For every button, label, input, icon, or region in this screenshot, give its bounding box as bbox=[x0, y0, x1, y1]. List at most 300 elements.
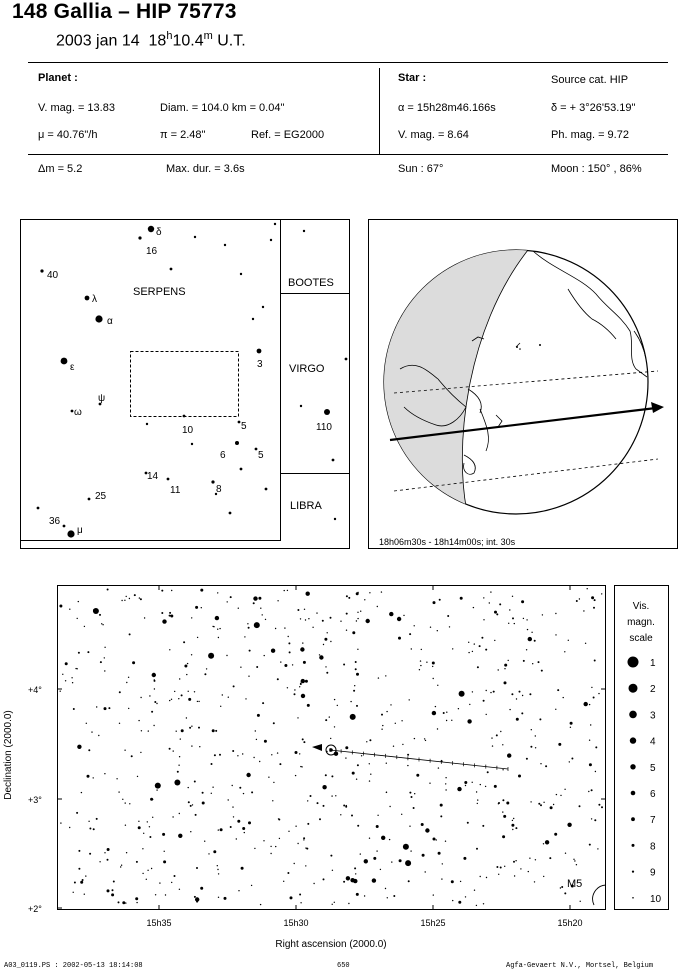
legend-magnitude: 7 bbox=[650, 815, 656, 827]
field-star bbox=[275, 628, 276, 629]
field-star bbox=[325, 719, 327, 721]
field-star bbox=[324, 638, 327, 641]
dec-tick-label: +4° bbox=[28, 685, 42, 695]
field-star bbox=[433, 601, 436, 604]
field-star bbox=[330, 617, 332, 619]
field-star bbox=[240, 667, 241, 668]
field-star bbox=[356, 592, 359, 595]
field-star bbox=[356, 779, 357, 780]
field-star bbox=[420, 665, 421, 666]
field-star bbox=[202, 802, 205, 805]
field-star bbox=[242, 827, 245, 830]
field-star bbox=[467, 822, 469, 824]
field-star bbox=[89, 853, 91, 855]
field-star bbox=[323, 878, 325, 880]
field-star bbox=[178, 765, 179, 766]
field-star bbox=[118, 791, 119, 792]
field-star bbox=[323, 805, 325, 807]
field-star bbox=[591, 789, 593, 791]
constellation-libra: LIBRA bbox=[290, 500, 322, 512]
star-label: 10 bbox=[182, 425, 194, 436]
field-star bbox=[129, 598, 130, 599]
field-star bbox=[589, 844, 591, 846]
field-star bbox=[129, 633, 131, 635]
field-star bbox=[391, 861, 392, 862]
field-star bbox=[319, 655, 323, 659]
field-star bbox=[350, 878, 354, 882]
ra-tick-label: 15h20 bbox=[557, 918, 583, 928]
field-star bbox=[543, 843, 544, 844]
field-star bbox=[77, 618, 78, 619]
field-star bbox=[146, 879, 147, 880]
field-star bbox=[601, 806, 603, 808]
field-star bbox=[96, 818, 98, 820]
field-star bbox=[438, 767, 439, 768]
planet-heading: Planet : bbox=[38, 72, 78, 84]
field-star bbox=[326, 672, 328, 674]
constellation-serpens: SERPENS bbox=[133, 286, 186, 298]
field-star bbox=[481, 637, 483, 639]
finder-constellation-labels bbox=[133, 277, 334, 512]
field-star bbox=[262, 614, 263, 615]
field-star bbox=[543, 876, 544, 877]
asteroid-time-ticks bbox=[330, 748, 508, 771]
field-star bbox=[238, 608, 239, 609]
field-star bbox=[348, 597, 350, 599]
field-star bbox=[204, 673, 206, 675]
field-star bbox=[169, 649, 170, 650]
field-star bbox=[541, 670, 543, 672]
field-star bbox=[279, 763, 281, 765]
field-star bbox=[316, 612, 317, 613]
planet-vmag: V. mag. = 13.83 bbox=[38, 102, 115, 114]
field-star bbox=[502, 799, 504, 801]
field-star bbox=[179, 756, 180, 757]
field-star bbox=[99, 614, 101, 616]
field-star bbox=[301, 679, 305, 683]
field-star bbox=[340, 814, 341, 815]
field-star bbox=[355, 873, 356, 874]
star-label: ε bbox=[70, 362, 75, 373]
star-label: δ bbox=[156, 227, 162, 238]
field-star bbox=[397, 617, 401, 621]
star-label: 14 bbox=[147, 471, 159, 482]
field-star bbox=[212, 729, 215, 732]
field-star bbox=[218, 873, 219, 874]
max-duration: Max. dur. = 3.6s bbox=[166, 163, 245, 175]
field-star bbox=[522, 695, 523, 696]
field-star bbox=[530, 746, 532, 748]
field-star bbox=[248, 676, 249, 677]
field-star bbox=[162, 833, 165, 836]
field-star bbox=[445, 841, 446, 842]
field-star bbox=[445, 789, 446, 790]
field-star bbox=[93, 828, 95, 830]
field-star bbox=[504, 664, 507, 667]
svg-text:Vis.: Vis. bbox=[632, 601, 650, 612]
field-star bbox=[390, 704, 391, 705]
field-star bbox=[307, 704, 310, 707]
field-star bbox=[162, 619, 166, 623]
planet-parallax: π = 2.48" bbox=[160, 129, 206, 141]
dec-tick-labels bbox=[28, 685, 42, 914]
field-star bbox=[284, 627, 285, 628]
field-star bbox=[107, 889, 110, 892]
field-star bbox=[569, 761, 570, 762]
field-star bbox=[191, 726, 192, 727]
field-star bbox=[573, 859, 574, 860]
field-star bbox=[212, 787, 213, 788]
field-star bbox=[345, 757, 346, 758]
field-star bbox=[550, 806, 553, 809]
field-star bbox=[486, 714, 487, 715]
field-star bbox=[465, 785, 466, 786]
svg-text:scale: scale bbox=[629, 633, 653, 644]
field-star bbox=[104, 647, 105, 648]
field-star bbox=[350, 714, 356, 720]
field-star bbox=[531, 729, 532, 730]
field-star bbox=[239, 787, 241, 789]
footer-file: A03_0119.PS : 2002-05-13 18:14:08 bbox=[4, 962, 143, 970]
star-label: 110 bbox=[316, 422, 332, 433]
field-star bbox=[197, 637, 198, 638]
field-star bbox=[192, 804, 193, 805]
field-star bbox=[402, 744, 403, 745]
field-star bbox=[323, 644, 324, 645]
finder-chart bbox=[20, 219, 351, 550]
field-star bbox=[280, 661, 281, 662]
field-star bbox=[144, 617, 145, 618]
star-map-frame bbox=[58, 586, 606, 910]
field-star bbox=[256, 739, 257, 740]
field-star bbox=[148, 730, 149, 731]
field-star bbox=[78, 850, 80, 852]
field-star bbox=[149, 836, 151, 838]
field-star bbox=[195, 606, 198, 609]
legend-rows bbox=[628, 657, 662, 905]
field-star bbox=[325, 666, 326, 667]
field-star bbox=[171, 590, 172, 591]
svg-text:magn.: magn. bbox=[627, 617, 655, 628]
field-star bbox=[169, 700, 170, 701]
field-star bbox=[445, 783, 446, 784]
field-star bbox=[104, 852, 105, 853]
field-star bbox=[211, 793, 212, 794]
asteroid-direction-arrowhead bbox=[312, 744, 322, 751]
field-star bbox=[73, 708, 75, 710]
field-star bbox=[327, 632, 328, 633]
field-star bbox=[190, 831, 191, 832]
legend-star bbox=[629, 684, 638, 693]
field-star bbox=[389, 839, 390, 840]
field-star bbox=[107, 848, 110, 851]
sun-elongation: Sun : 67° bbox=[398, 163, 444, 175]
constellation-virgo: VIRGO bbox=[289, 363, 325, 375]
field-star bbox=[357, 612, 358, 613]
field-star bbox=[294, 863, 295, 864]
field-star bbox=[270, 846, 271, 847]
field-star bbox=[502, 744, 503, 745]
field-star bbox=[426, 662, 427, 663]
field-star bbox=[215, 616, 219, 620]
field-star bbox=[433, 838, 436, 841]
legend-magnitude: 2 bbox=[650, 684, 656, 696]
finder-field-box bbox=[131, 352, 239, 417]
field-star bbox=[134, 594, 136, 596]
field-star bbox=[579, 598, 580, 599]
field-star bbox=[452, 900, 453, 901]
star-label: ω bbox=[74, 407, 82, 418]
planet-reference: Ref. = EG2000 bbox=[251, 129, 325, 141]
field-star bbox=[228, 697, 229, 698]
field-star bbox=[88, 821, 89, 822]
field-star bbox=[472, 691, 473, 692]
field-star bbox=[594, 660, 596, 662]
field-star bbox=[500, 731, 501, 732]
field-star bbox=[171, 882, 172, 883]
field-star bbox=[135, 897, 138, 900]
field-star bbox=[331, 795, 332, 796]
field-star bbox=[219, 754, 221, 756]
field-star bbox=[244, 832, 245, 833]
field-star bbox=[493, 691, 495, 693]
field-star bbox=[152, 673, 156, 677]
planet-motion: μ = 40.76"/h bbox=[38, 129, 98, 141]
field-star bbox=[248, 627, 250, 629]
field-star bbox=[78, 868, 80, 870]
field-star bbox=[346, 805, 347, 806]
field-star bbox=[119, 691, 121, 693]
field-star bbox=[84, 894, 85, 895]
field-star bbox=[198, 727, 200, 729]
field-star bbox=[477, 803, 478, 804]
field-star bbox=[88, 749, 90, 751]
field-star bbox=[385, 888, 386, 889]
field-star bbox=[202, 792, 204, 794]
field-star bbox=[125, 825, 126, 826]
field-star bbox=[191, 654, 192, 655]
field-star bbox=[543, 802, 544, 803]
field-star bbox=[174, 691, 175, 692]
field-star bbox=[122, 901, 125, 904]
field-star bbox=[254, 622, 260, 628]
field-star bbox=[580, 901, 581, 902]
field-star bbox=[385, 675, 386, 676]
field-star bbox=[154, 688, 155, 689]
field-star bbox=[356, 673, 359, 676]
field-star bbox=[217, 592, 218, 593]
field-star bbox=[302, 738, 304, 740]
field-star bbox=[218, 637, 219, 638]
field-star bbox=[439, 599, 441, 601]
field-star bbox=[398, 637, 401, 640]
field-star bbox=[159, 882, 160, 883]
field-star bbox=[483, 619, 484, 620]
field-star bbox=[500, 867, 502, 869]
field-star bbox=[433, 894, 434, 895]
field-star bbox=[357, 649, 358, 650]
field-star bbox=[436, 839, 437, 840]
field-star bbox=[503, 815, 506, 818]
star-right-ascension: α = 15h28m46.166s bbox=[398, 102, 496, 114]
field-star bbox=[508, 623, 509, 624]
field-star bbox=[121, 865, 122, 866]
field-star bbox=[253, 596, 257, 600]
field-star bbox=[306, 592, 310, 596]
field-star bbox=[513, 818, 514, 819]
field-star bbox=[331, 775, 333, 777]
field-star bbox=[504, 866, 505, 867]
star-label: 11 bbox=[170, 485, 181, 496]
field-star bbox=[591, 596, 594, 599]
field-star bbox=[100, 661, 102, 663]
field-star bbox=[233, 816, 234, 817]
field-star bbox=[137, 776, 138, 777]
field-star bbox=[564, 892, 566, 894]
field-star bbox=[468, 642, 469, 643]
field-star bbox=[521, 712, 523, 714]
event-date: 2003 jan 14 bbox=[56, 32, 140, 50]
field-star bbox=[178, 834, 182, 838]
field-star bbox=[277, 752, 278, 753]
field-star bbox=[509, 709, 510, 710]
field-star bbox=[411, 648, 412, 649]
field-star bbox=[512, 820, 513, 821]
field-star bbox=[570, 722, 573, 725]
field-star bbox=[178, 698, 179, 699]
field-star bbox=[74, 882, 76, 884]
field-star bbox=[416, 774, 419, 777]
field-star bbox=[515, 827, 517, 829]
field-star bbox=[409, 826, 410, 827]
field-star bbox=[300, 618, 301, 619]
field-star bbox=[206, 668, 207, 669]
field-star bbox=[300, 683, 302, 685]
field-star bbox=[377, 815, 378, 816]
field-star bbox=[413, 807, 415, 809]
field-star bbox=[122, 799, 123, 800]
field-star bbox=[284, 664, 287, 667]
x-axis-label: Right ascension (2000.0) bbox=[275, 939, 387, 950]
field-star bbox=[238, 890, 239, 891]
field-star bbox=[190, 805, 192, 807]
field-star bbox=[120, 866, 121, 867]
field-star bbox=[99, 861, 100, 862]
field-star bbox=[322, 620, 324, 622]
field-star bbox=[512, 829, 513, 830]
field-star bbox=[257, 714, 260, 717]
field-star bbox=[476, 905, 477, 906]
field-star bbox=[62, 674, 63, 675]
earth-globe-panel bbox=[368, 219, 678, 550]
field-star bbox=[104, 773, 105, 774]
field-star bbox=[452, 648, 453, 649]
field-star bbox=[409, 792, 411, 794]
field-star bbox=[519, 691, 521, 693]
shadow-direction-arrowhead bbox=[651, 402, 664, 413]
field-star bbox=[496, 613, 498, 615]
ra-tick-label: 15h35 bbox=[146, 918, 172, 928]
field-star bbox=[474, 890, 475, 891]
star-label: 3 bbox=[257, 359, 263, 370]
field-star bbox=[194, 781, 196, 783]
field-star bbox=[288, 642, 290, 644]
field-star bbox=[189, 727, 191, 729]
field-star bbox=[107, 859, 109, 861]
field-star bbox=[69, 609, 70, 610]
field-star bbox=[364, 599, 365, 600]
field-star bbox=[472, 651, 473, 652]
field-star bbox=[509, 609, 510, 610]
field-star bbox=[297, 609, 299, 611]
field-star bbox=[217, 865, 218, 866]
field-star bbox=[236, 838, 237, 839]
field-star bbox=[401, 814, 402, 815]
field-star bbox=[414, 738, 415, 739]
field-star bbox=[188, 698, 191, 701]
footer-publisher: Agfa-Gevaert N.V., Mortsel, Belgium bbox=[506, 962, 654, 970]
field-star bbox=[576, 600, 578, 602]
field-star bbox=[163, 860, 166, 863]
field-star bbox=[343, 664, 345, 666]
field-star bbox=[526, 619, 527, 620]
field-star bbox=[152, 799, 153, 800]
field-star bbox=[512, 617, 514, 619]
field-star bbox=[179, 678, 180, 679]
field-star bbox=[445, 777, 446, 778]
field-star bbox=[98, 735, 99, 736]
field-star bbox=[96, 706, 97, 707]
field-star bbox=[287, 687, 288, 688]
field-star bbox=[295, 775, 296, 776]
field-star bbox=[353, 690, 355, 692]
star-label: 16 bbox=[146, 246, 158, 257]
field-star bbox=[476, 848, 478, 850]
field-star bbox=[494, 785, 497, 788]
field-star bbox=[364, 895, 365, 896]
field-star bbox=[429, 783, 430, 784]
field-star bbox=[164, 851, 165, 852]
field-star bbox=[241, 867, 244, 870]
field-star bbox=[381, 714, 383, 716]
field-star bbox=[531, 632, 532, 633]
field-star bbox=[472, 782, 473, 783]
field-star bbox=[491, 737, 492, 738]
field-star bbox=[198, 701, 199, 702]
field-star bbox=[539, 718, 541, 720]
field-star bbox=[420, 660, 421, 661]
field-star bbox=[334, 699, 335, 700]
field-star bbox=[411, 796, 413, 798]
field-star bbox=[121, 600, 122, 601]
field-star bbox=[516, 718, 519, 721]
field-star bbox=[565, 853, 566, 854]
field-star bbox=[337, 705, 338, 706]
field-star bbox=[591, 818, 592, 819]
field-star bbox=[232, 750, 234, 752]
field-star bbox=[264, 655, 265, 656]
star-declination: δ = + 3°26'53.19" bbox=[551, 102, 636, 114]
field-star bbox=[258, 597, 261, 600]
field-star bbox=[437, 728, 438, 729]
field-star bbox=[506, 802, 509, 805]
field-star bbox=[535, 859, 536, 860]
field-star bbox=[125, 902, 126, 903]
field-star bbox=[78, 601, 79, 602]
field-star bbox=[247, 623, 248, 624]
field-star bbox=[87, 775, 90, 778]
field-star bbox=[356, 893, 359, 896]
